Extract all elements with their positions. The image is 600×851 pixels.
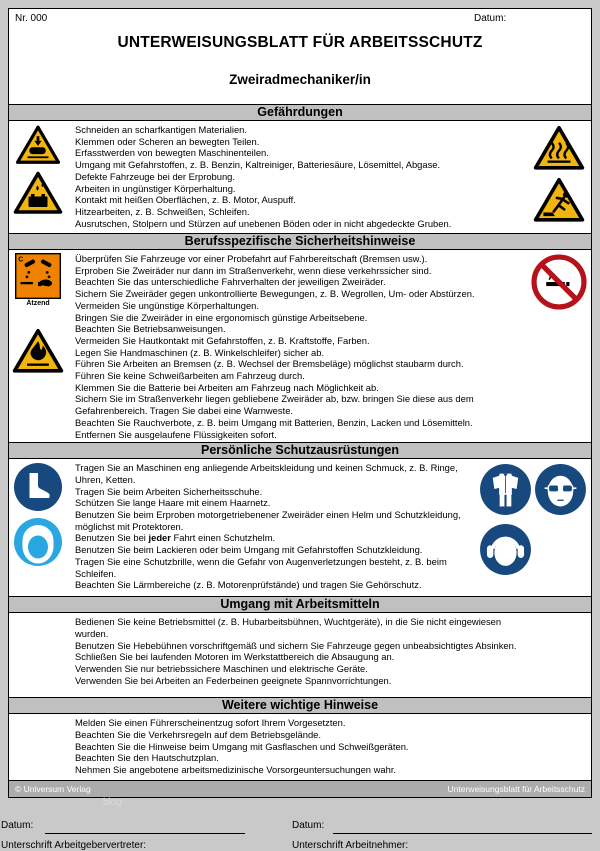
list-item: Schließen Sie bei laufenden Motoren im Werkstattbereich die Absaugung an. xyxy=(75,651,395,663)
list-item: Bedienen Sie keine Betriebsmittel (z. B. Hubarbeitsbühnen, Wuchtgeräte), in die Sie nicht eingewiesen wurden. xyxy=(75,616,502,639)
page-subtitle: Zweiradmechaniker/in xyxy=(229,72,371,87)
section-title: Gefährdungen xyxy=(257,105,343,119)
section-header-gefaehrdungen xyxy=(9,104,591,121)
section-header-schutzausruestungen xyxy=(9,442,591,459)
battery-acid-warning-icon xyxy=(13,170,63,215)
right-icon-column xyxy=(527,714,591,717)
section-header-weitere-hinweise xyxy=(9,697,591,714)
list-item: Schneiden an scharfkantigen Materialien. xyxy=(75,124,247,135)
list-item: Benutzen Sie beim Erproben motorgetriebenener Zweiräder einen Helm und Schutzkleidung, möglichst mit Protektoren. xyxy=(75,509,461,532)
hairnet-mandatory-icon xyxy=(13,517,63,567)
corrosive-caption: Ätzend xyxy=(26,300,50,307)
list-item: Beachten Sie Betriebsanweisungen. xyxy=(75,323,226,335)
flammable-warning-icon xyxy=(12,327,64,374)
list-item: Verwenden Sie nur betriebssichere Maschinen und elektrische Geräte. xyxy=(75,663,368,675)
list-item: Tragen Sie eine Schutzbrille, wenn die Gefahr von Augenverletzungen besteht, z. B. beim Schleifen. xyxy=(75,555,447,579)
list-item: Vermeiden Sie ungünstige Körperhaltungen. xyxy=(75,299,259,311)
section-title: Weitere wichtige Hinweise xyxy=(221,698,379,713)
list-item: Beachten Sie den Hautschutzplan. xyxy=(75,752,219,764)
list-item: Sichern Sie Zweiräder gegen unkontrollierte Bewegungen, z. B. Wegrollen, Um- oder Abstürzen. xyxy=(75,288,475,300)
list-item: Beachten Sie Lärmbereiche (z. B. Motorenprüfstände) und tragen Sie Gehörschutz. xyxy=(75,579,422,591)
watermark-text: blog xyxy=(103,797,122,808)
ear-protection-mandatory-icon xyxy=(479,523,532,576)
list-item: Führen Sie Arbeiten an Bremsen (z. B. Wechsel der Bremsbeläge) möglichst staubarm durch. xyxy=(75,358,464,370)
header-date-label: Datum: xyxy=(474,13,507,24)
section-gefaehrdungen xyxy=(9,121,591,233)
section-item-list xyxy=(67,714,527,778)
list-item: Melden Sie einen Führerscheinentzug sofort Ihrem Vorgesetzten. xyxy=(75,717,346,729)
list-item: Vermeiden Sie Hautkontakt mit Gefahrstoffen, z. B. Kraftstoffe, Farben. xyxy=(75,334,370,346)
list-item: Ausrutschen, Stolpern und Stürzen auf unebenen Böden oder in nicht abgedeckte Gruben. xyxy=(75,217,452,229)
list-item: Tragen Sie an Maschinen eng anliegende Arbeitskleidung und keinen Schmuck, z. B. Ringe, Uhren, Ketten. xyxy=(75,462,458,485)
protective-clothing-mandatory-icon xyxy=(479,463,532,516)
page-title: UNTERWEISUNGSBLATT FÜR ARBEITSSCHUTZ xyxy=(117,34,483,51)
date-label-left: Datum: xyxy=(1,820,34,831)
section-item-list xyxy=(67,613,527,688)
list-item: Überprüfen Sie Fahrzeuge vor einer Probefahrt auf Fahrbereitschaft (Bremsen usw.). xyxy=(75,253,428,264)
document-header xyxy=(9,9,591,104)
list-item: Führen Sie keine Schweißarbeiten am Fahrzeug durch. xyxy=(75,370,305,382)
list-item: Kontakt mit heißen Oberflächen, z. B. Motor, Auspuff. xyxy=(75,194,296,206)
section-item-list xyxy=(67,459,479,593)
list-item: Sichern Sie im Straßenverkehr liegen gebliebene Zweiräder ab, bzw. bringen Sie diese aus dem Gefahrenbereich. Tragen Sie dabei eine Warnweste. xyxy=(75,393,474,417)
left-icon-column xyxy=(9,714,67,717)
left-icon-column xyxy=(9,459,67,572)
no-smoking-icon xyxy=(530,253,588,311)
svg-text:C: C xyxy=(18,256,24,264)
footer-document-title: Unterweisungsblatt für Arbeitsschutz xyxy=(447,784,585,795)
list-item: Hitzearbeiten, z. B. Schweißen, Schleifen. xyxy=(75,205,250,217)
fall-hazard-warning-icon xyxy=(533,176,585,223)
section-title: Berufsspezifische Sicherheitshinweise xyxy=(184,234,416,248)
date-label-right: Datum: xyxy=(292,820,325,831)
section-schutzausruestungen xyxy=(9,459,591,596)
list-item: Benutzen Sie beim Lackieren oder beim Umgang mit Gefahrstoffen Schutzkleidung. xyxy=(75,544,423,556)
right-icon-column xyxy=(527,613,591,616)
list-item: Klemmen oder Scheren an bewegten Teilen. xyxy=(75,135,260,147)
signature-label-employee: Unterschrift Arbeitnehmer: xyxy=(292,840,409,851)
date-field-right[interactable] xyxy=(333,832,592,834)
list-item: Defekte Fahrzeuge bei der Erprobung. xyxy=(75,170,235,182)
list-item: Legen Sie Handmaschinen (z. B. Winkelschleifer) sicher ab. xyxy=(75,346,325,358)
list-item: Verwenden Sie bei Arbeiten an Federbeinen geeignete Spannvorrichtungen. xyxy=(75,674,392,686)
safety-boots-mandatory-icon xyxy=(13,462,63,512)
section-item-list xyxy=(67,121,527,231)
list-item: Tragen Sie beim Arbeiten Sicherheitsschuhe. xyxy=(75,485,263,497)
section-arbeitsmittel xyxy=(9,613,591,697)
right-icon-column xyxy=(479,459,591,581)
right-icon-column xyxy=(527,121,591,228)
signature-label-employer: Unterschrift Arbeitgebervertreter: xyxy=(1,840,147,851)
section-title: Umgang mit Arbeitsmitteln xyxy=(220,597,380,612)
left-icon-column xyxy=(9,250,67,379)
date-field-left[interactable] xyxy=(45,832,245,834)
corrosive-hazard-icon xyxy=(15,253,61,299)
list-item: Erproben Sie Zweiräder nur dann im Straßenverkehr, wenn diese verkehrssicher sind. xyxy=(75,264,432,276)
list-item: Schützen Sie lange Haare mit einem Haarnetz. xyxy=(75,497,271,509)
list-item: Arbeiten in ungünstiger Körperhaltung. xyxy=(75,182,236,194)
section-header-arbeitsmittel xyxy=(9,596,591,613)
publisher-credit: © Universum Verlag xyxy=(15,784,91,795)
list-item: Beachten Sie Rauchverbote, z. B. beim Umgang mit Batterien, Benzin, Lacken und Lösemitteln. xyxy=(75,416,473,428)
right-icon-column xyxy=(527,250,591,316)
list-item: Bringen Sie die Zweiräder in eine ergonomisch günstige Arbeitsebene. xyxy=(75,311,368,323)
list-item: Beachten Sie die Verkehrsregeln auf dem Betriebsgelände. xyxy=(75,728,321,740)
section-title: Persönliche Schutzausrüstungen xyxy=(201,443,399,458)
list-item: Klemmen Sie die Batterie bei Arbeiten am Fahrzeug nach Möglichkeit ab. xyxy=(75,381,379,393)
hand-injury-warning-icon xyxy=(15,124,61,165)
list-item: Beachten Sie das unterschiedliche Fahrverhalten der jeweiligen Zweiräder. xyxy=(75,276,386,288)
list-item: Nehmen Sie angebotene arbeitsmedizinische Vorsorgeuntersuchungen wahr. xyxy=(75,764,397,776)
left-icon-column xyxy=(9,121,67,220)
list-item: Entfernen Sie ausgelaufene Flüssigkeiten sofort. xyxy=(75,428,277,440)
section-header-sicherheitshinweise xyxy=(9,233,591,250)
footer-bar xyxy=(9,780,591,797)
list-item: Benutzen Sie Hebebühnen vorschriftgemäß und sichern Sie Fahrzeuge gegen unbeabsichtigtes Absinken. xyxy=(75,639,517,651)
list-item: Beachten Sie die Hinweise beim Umgang mit Gasflaschen und Schweißgeräten. xyxy=(75,740,409,752)
sheet-number: Nr. 000 xyxy=(15,13,48,24)
hot-surface-warning-icon xyxy=(533,124,585,171)
list-item: Erfasstwerden von bewegten Maschinenteilen. xyxy=(75,147,269,159)
section-weitere-hinweise xyxy=(9,714,591,780)
list-item: Benutzen Sie bei jeder Fahrt einen Schutzhelm. xyxy=(75,532,276,544)
section-sicherheitshinweise xyxy=(9,250,591,442)
safety-glasses-mandatory-icon xyxy=(534,463,587,516)
document-page xyxy=(8,8,592,798)
list-item: Umgang mit Gefahrstoffen, z. B. Benzin, Kaltreiniger, Batteriesäure, Lösemittel, Abgase. xyxy=(75,159,441,171)
section-item-list xyxy=(67,250,527,442)
left-icon-column xyxy=(9,613,67,616)
